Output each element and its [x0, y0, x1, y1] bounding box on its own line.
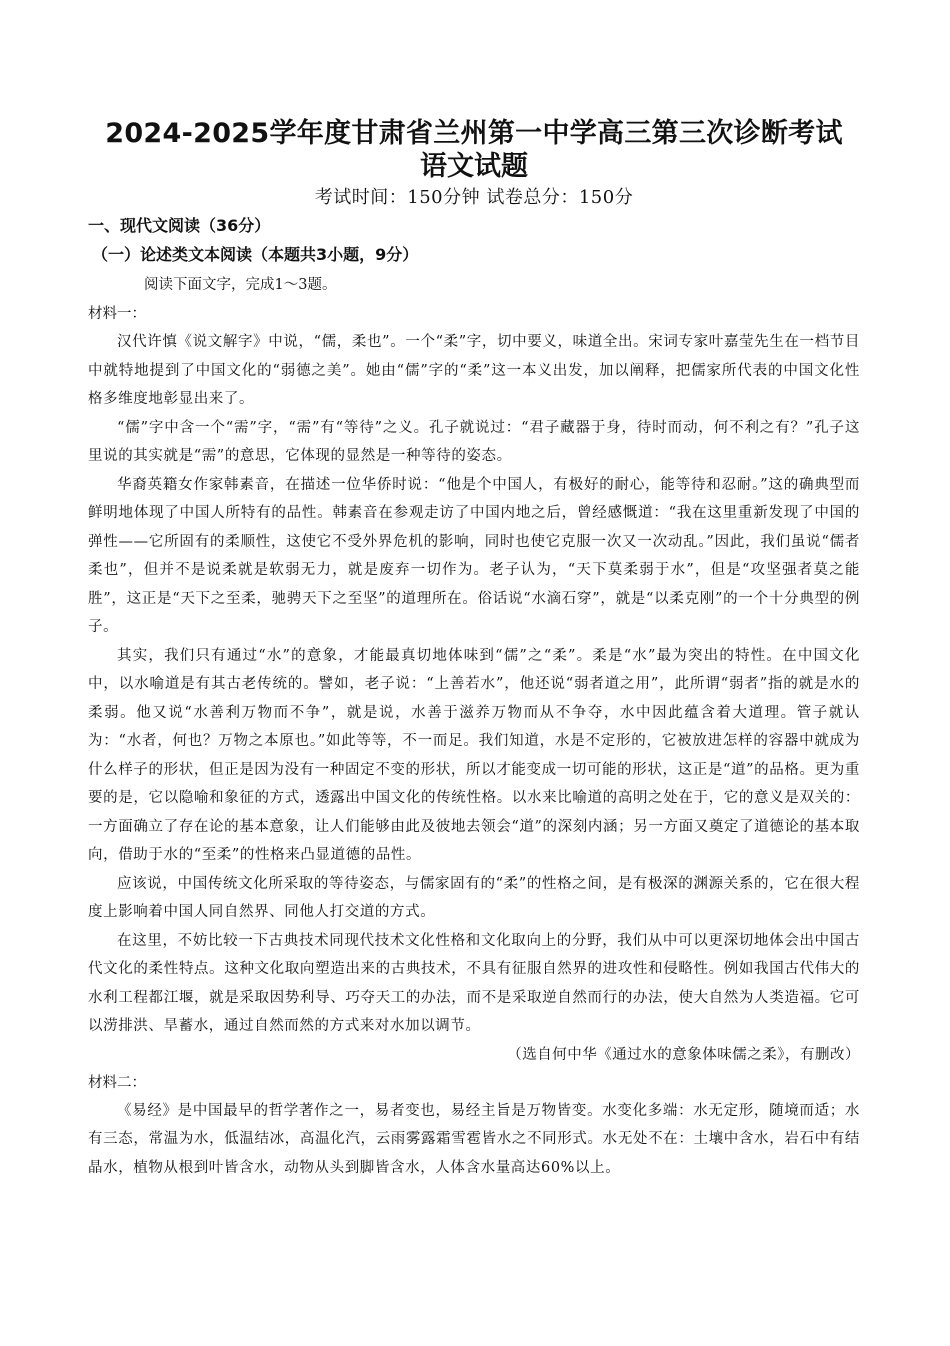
exam-page	[88, 118, 860, 1182]
paragraph: 《易经》是中国最早的哲学著作之一，易者变也，易经主旨是万物皆变。水变化多端：水无定形，随境而适；水有三态，常温为水，低温结冰，高温化汽，云雨雾露霜雪雹皆水之不同形式。水无处不在：土壤中含水，岩石中有结晶水，植物从根到叶皆含水，动物从头到脚皆含水，人体含水量高达60%以上。	[88, 1102, 860, 1176]
exam-info: 考试时间：150分钟 试卷总分：150分	[314, 187, 634, 208]
subsection-heading: （一）论述类文本阅读（本题共3小题，9分）	[92, 245, 419, 264]
material-1-label: 材料一：	[88, 306, 146, 322]
exam-title: 2024-2025学年度甘肃省兰州第一中学高三第三次诊断考试	[105, 118, 843, 149]
paragraph: 汉代许慎《说文解字》中说，“儒，柔也”。一个“柔”字，切中要义，味道全出。宋词专家叶嘉莹先生在一档节目中就特地提到了中国文化的“弱德之美”。她由“儒”字的“柔”这一本义出发，加以阐释，把儒家所代表的中国文化性格多维度地彰显出来了。	[88, 334, 860, 407]
exam-subtitle: 语文试题	[420, 151, 528, 182]
paragraph: 华裔英籍女作家韩素音，在描述一位华侨时说：“他是个中国人，有极好的耐心，能等待和忍耐。”这的确典型而鲜明地体现了中国人所特有的品性。韩素音在参观走访了中国内地之后，曾经感慨道：“我在这里重新发现了中国的弹性——它所固有的柔顺性，这使它不受外界危机的影响，同时也使它克服一次又一次动乱。”因此，我们虽说“儒者柔也”，但并不是说柔就是软弱无力，就是废弃一切作为。老子认为，“天下莫柔弱于水”，但是“攻坚强者莫之能胜”，这正是“天下之至柔，驰骋天下之至坚”的道理所在。俗话说“水滴石穿”，就是“以柔克刚”的一个十分典型的例子。	[88, 476, 860, 635]
paragraph: 应该说，中国传统文化所采取的等待姿态，与儒家固有的“柔”的性格之间，是有极深的渊源关系的，它在很大程度上影响着中国人同自然界、同他人打交道的方式。	[88, 875, 860, 920]
material-1-source: （选自何中华《通过水的意象体味儒之柔》，有删改）	[507, 1046, 860, 1063]
paragraph: 其实，我们只有通过“水”的意象，才能最真切地体味到“儒”之“柔”。柔是“水”最为突出的特性。在中国文化中，以水喻道是有其古老传统的。譬如，老子说：“上善若水”，他还说“弱者道之用”，此所谓“弱者”指的就是水的柔弱。他又说“水善利万物而不争”，就是说，水善于滋养万物而从不争夺，水中因此蕴含着大道理。管子就认为：“水者，何也？万物之本原也。”如此等等，不一而足。我们知道，水是不定形的，它被放进怎样的容器中就成为什么样子的形状，但正是因为没有一种固定不变的形状，所以才能变成一切可能的形状，这正是“道”的品格。更为重要的是，它以隐喻和象征的方式，透露出中国文化的传统性格。以水来比喻道的高明之处在于，它的意义是双关的：一方面确立了存在论的基本意象，让人们能够由此及彼地去领会“道”的深刻内涵；另一方面又奠定了道德论的基本取向，借助于水的“至柔”的性格来凸显道德的品性。	[88, 647, 860, 863]
reading-instruction: 阅读下面文字，完成1～3题。	[144, 277, 337, 293]
material-2-label: 材料二：	[88, 1074, 146, 1091]
paragraph: 在这里，不妨比较一下古典技术同现代技术文化性格和文化取向上的分野，我们从中可以更深切地体会出中国古代文化的柔性特点。这种文化取向塑造出来的古典技术，不具有征服自然界的进攻性和侵略性。例如我国古代伟大的水利工程都江堰，就是采取因势利导、巧夺天工的办法，而不是采取逆自然而行的办法，使大自然为人类造福。它可以涝排洪、旱蓄水，通过自然而然的方式来对水加以调节。	[88, 932, 860, 1034]
paragraph: “儒”字中含一个“需”字，“需”有“等待”之义。孔子就说过：“君子藏器于身，待时而动，何不利之有？”孔子这里说的其实就是“需”的意思，它体现的显然是一种等待的姿态。	[88, 419, 860, 464]
section-heading: 一、现代文阅读（36分）	[88, 216, 271, 235]
